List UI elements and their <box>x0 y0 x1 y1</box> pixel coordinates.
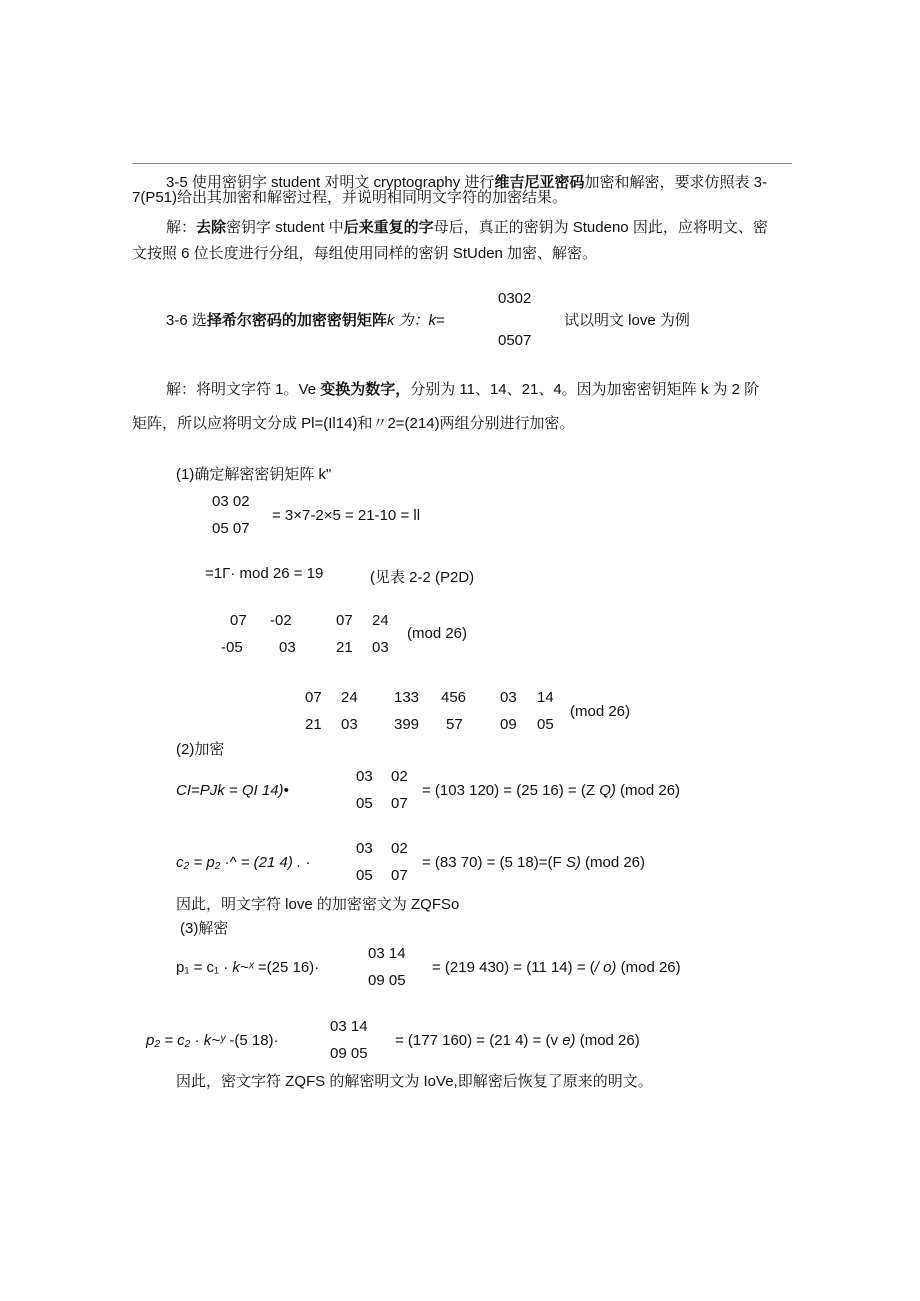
det-row-2: 05 07 <box>212 520 250 537</box>
table-ref: (见表 2-2 (P2D) <box>370 569 475 586</box>
mb-22: 03 <box>372 639 389 656</box>
p2-rhs-italic: e) <box>562 1032 576 1049</box>
det-row-1: 03 02 <box>212 493 250 510</box>
sol-bold-repeat: 后来重复的字 <box>343 219 434 236</box>
p35-line2: 7(P51)给出其加密和解密过程，并说明相同明文字符的加密结果。 <box>132 189 568 206</box>
p1-lhs-italic: k~ˣ <box>232 959 254 976</box>
det-equation: = 3×7-2×5 = 21-10 = ll <box>272 507 421 524</box>
p2-lhs <box>146 1031 279 1051</box>
header-rule <box>132 163 792 164</box>
sol36-bold: 变换为数字， <box>320 381 411 398</box>
step3-title: (3)解密 <box>180 920 229 937</box>
p36-bold: 择希尔密码的加密密钥矩阵 <box>206 312 387 329</box>
p1-rhs-italic: / o) <box>594 959 617 976</box>
c2-rhs <box>422 853 645 873</box>
p1-lhs-a: p₁ = c₁ · <box>176 959 233 976</box>
decrypt-result: 因此，密文字符 ZQFS 的解密明文为 IoVe,即解密后恢复了原来的明文。 <box>176 1073 653 1090</box>
c2-m21: 05 <box>356 867 373 884</box>
r1-21: 21 <box>305 716 322 733</box>
c2-rhs-italic: S) <box>565 854 581 871</box>
p1-lhs <box>176 958 319 978</box>
r3-22: 05 <box>537 716 554 733</box>
r3-21: 09 <box>500 716 517 733</box>
step2-title: (2)加密 <box>176 741 225 758</box>
mb-11: 07 <box>336 612 353 629</box>
c2-lhs: c₂ = p₂ ·^ = (21 4) . · <box>176 854 311 871</box>
c1-lhs: CI=PJk = QI 14)• <box>176 782 289 799</box>
p35-bold-term: 维吉尼亚密码 <box>494 174 585 191</box>
p1-rhs <box>432 958 681 978</box>
p1-lhs-b: =(25 16)· <box>253 959 320 976</box>
sol36-text-a: 解：将明文字符 1。Ve <box>166 381 321 398</box>
r2-12: 456 <box>441 689 467 706</box>
sol-bold-remove: 去除 <box>196 219 227 236</box>
r2-22: 57 <box>446 716 463 733</box>
p1-rhs-a: = (219 430) = (11 14) = ( <box>432 959 595 976</box>
mb-12: 24 <box>372 612 389 629</box>
c1-rhs-italic: Q) <box>599 782 616 799</box>
p2-m-row1: 03 14 <box>330 1018 368 1035</box>
p36-italic: k 为：k= <box>386 312 445 329</box>
r1-11: 07 <box>305 689 322 706</box>
problem-3-6 <box>166 311 445 331</box>
p1-rhs-b: (mod 26) <box>616 959 681 976</box>
p2-lhs-italic: p₂ = c₂ · k~ʸ <box>146 1032 226 1049</box>
p36-matrix-bottom: 0507 <box>498 332 532 349</box>
p35-solution-line1 <box>166 218 768 238</box>
c1-rhs-a: = (103 120) = (25 16) = (Z <box>422 782 600 799</box>
c2-m11: 03 <box>356 840 373 857</box>
c1-m22: 07 <box>391 795 408 812</box>
p2-rhs-b: (mod 26) <box>575 1032 640 1049</box>
ma-11: 07 <box>230 612 247 629</box>
p36-tail: 试以明文 love 为例 <box>564 312 690 329</box>
r2-21: 399 <box>394 716 420 733</box>
p35-text-b: 加密和解密，要求仿照表 3- <box>584 174 767 191</box>
p36-text-a: 3-6 选 <box>166 312 207 329</box>
r3-12: 14 <box>537 689 554 706</box>
c1-m11: 03 <box>356 768 373 785</box>
r1-12: 24 <box>341 689 358 706</box>
c2-m22: 07 <box>391 867 408 884</box>
ma-22: 03 <box>279 639 296 656</box>
p2-m-row2: 09 05 <box>330 1045 368 1062</box>
mod-label-1: (mod 26) <box>407 625 468 642</box>
p2-lhs-b: -(5 18)· <box>225 1032 279 1049</box>
ma-12: -02 <box>270 612 292 629</box>
sol36-line1 <box>166 380 759 400</box>
mb-21: 21 <box>336 639 353 656</box>
c1-rhs <box>422 781 680 801</box>
p2-rhs-a: = (177 160) = (21 4) = (v <box>395 1032 563 1049</box>
r3-11: 03 <box>500 689 517 706</box>
step1-title: (1)确定解密密钥矩阵 k" <box>176 466 332 483</box>
sol36-line2: 矩阵，所以应将明文分成 Pl=(Il14)和〃2=(214)两组分别进行加密。 <box>132 415 575 432</box>
ma-21: -05 <box>221 639 243 656</box>
p35-text-a: 3-5 使用密钥字 student 对明文 cryptography 进行 <box>166 174 495 191</box>
inverse-eq: =1Γ· mod 26 = 19 <box>205 565 324 582</box>
sol-text-c: 母后，真正的密钥为 Studeno 因此，应将明文、密 <box>433 219 768 236</box>
r2-11: 133 <box>394 689 420 706</box>
c1-rhs-b: (mod 26) <box>615 782 681 799</box>
sol-label: 解： <box>166 219 197 236</box>
encrypt-result: 因此，明文字符 love 的加密密文为 ZQFSo <box>176 896 460 913</box>
c1-m21: 05 <box>356 795 373 812</box>
c2-m12: 02 <box>391 840 408 857</box>
c2-rhs-b: (mod 26) <box>580 854 646 871</box>
c2-rhs-a: = (83 70) = (5 18)=(F <box>422 854 566 871</box>
c1-m12: 02 <box>391 768 408 785</box>
p2-rhs <box>395 1031 640 1051</box>
p1-m-row1: 03 14 <box>368 945 406 962</box>
mod-label-2: (mod 26) <box>570 703 631 720</box>
p35-solution-line2: 文按照 6 位长度进行分组，每组使用同样的密钥 StUden 加密、解密。 <box>132 245 598 262</box>
sol-text-b: 密钥字 student 中 <box>226 219 344 236</box>
sol36-text-b: 分别为 11、14、21、4。因为加密密钥矩阵 k 为 2 阶 <box>410 381 760 398</box>
p36-matrix-top: 0302 <box>498 290 532 307</box>
p1-m-row2: 09 05 <box>368 972 406 989</box>
r1-22: 03 <box>341 716 358 733</box>
